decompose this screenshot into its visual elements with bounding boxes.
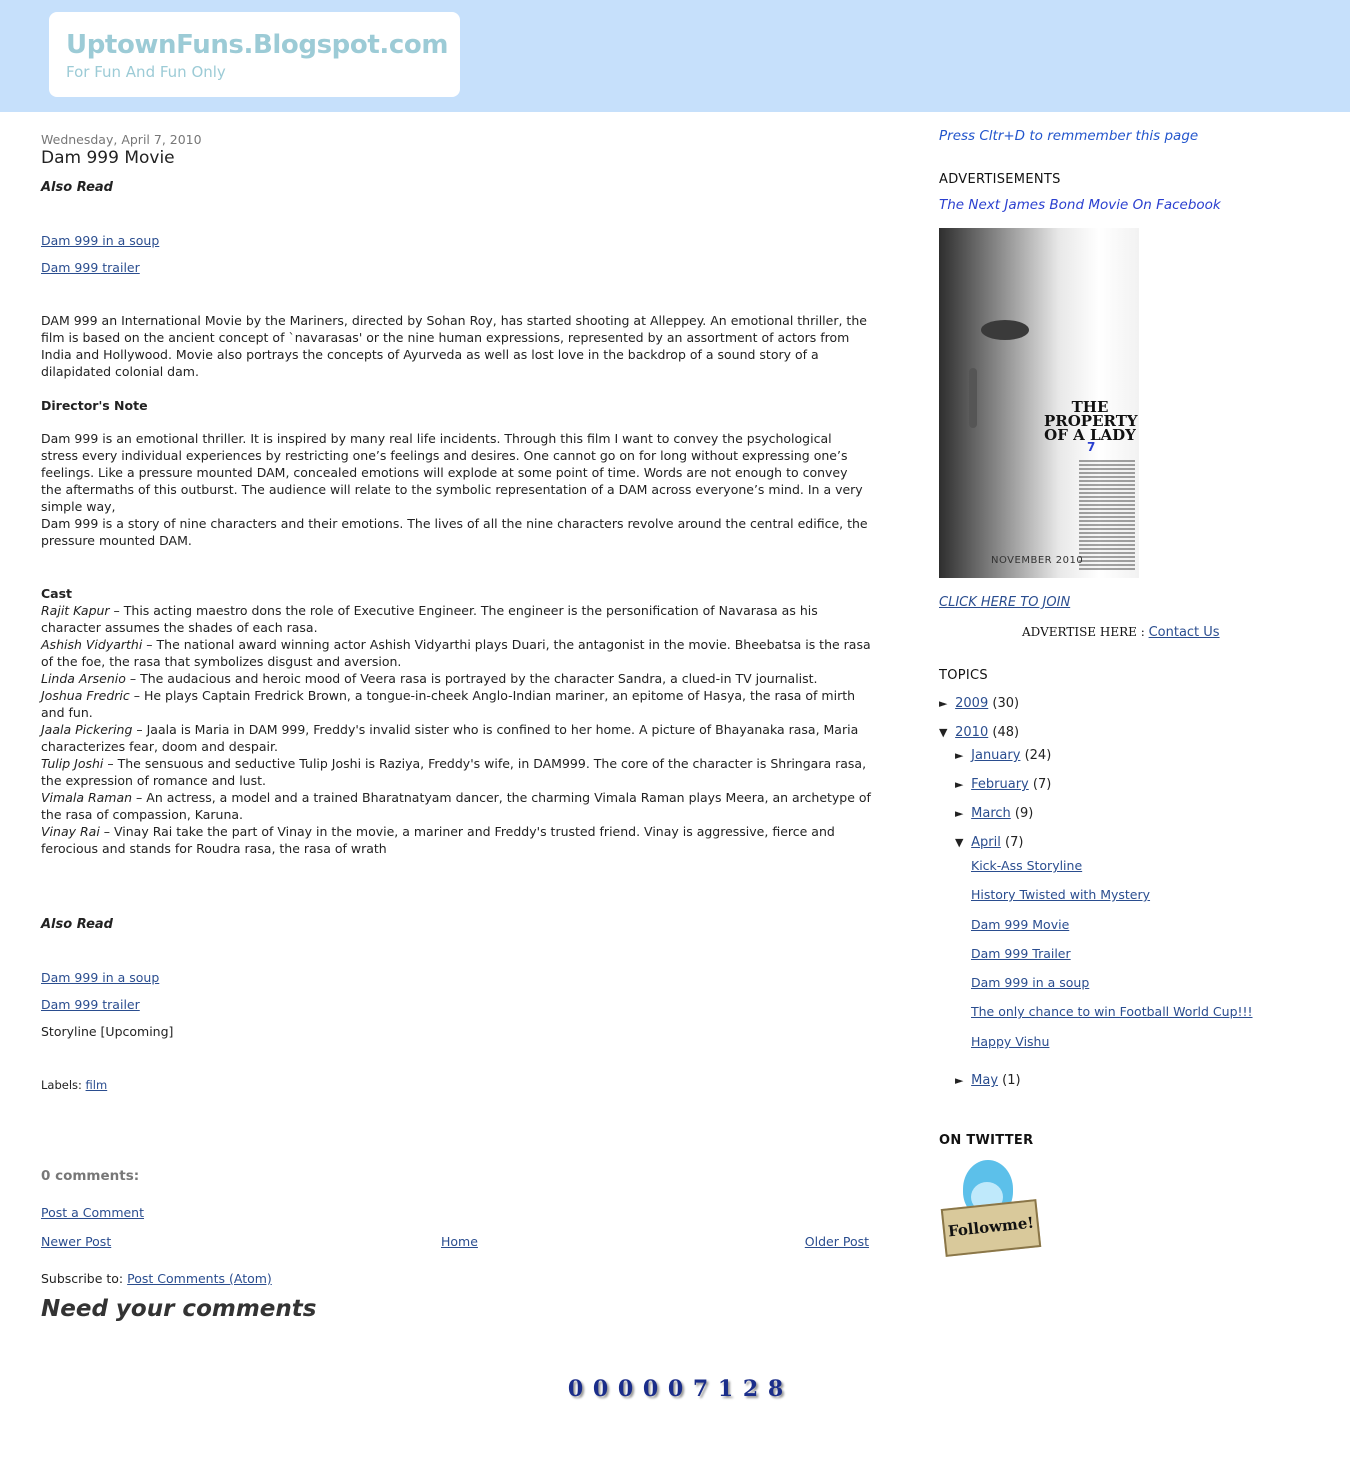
need-comments-heading: Need your comments bbox=[41, 1296, 317, 1322]
counter-digit: 7 bbox=[692, 1376, 709, 1402]
archive-post-link[interactable]: Happy Vishu bbox=[971, 1034, 1050, 1049]
main-column bbox=[41, 132, 871, 1322]
poster-face-shade bbox=[969, 368, 977, 428]
archive-month-may[interactable] bbox=[955, 1073, 1021, 1088]
twitter-heading: ON TWITTER bbox=[939, 1133, 1034, 1148]
labels-prefix: Labels: bbox=[41, 1078, 82, 1092]
month-link[interactable]: May bbox=[971, 1073, 999, 1088]
collapsed-triangle-icon[interactable]: ► bbox=[939, 697, 948, 710]
cast-text: – An actress, a model and a trained Bharatnatyam dancer, the charming Vimala Raman plays Meera, an archetype of the rasa of compassion, Karuna. bbox=[41, 790, 871, 822]
counter-digit: 0 bbox=[642, 1376, 659, 1402]
subscribe-line bbox=[41, 1270, 871, 1287]
archive-post-link[interactable]: Dam 999 in a soup bbox=[971, 975, 1090, 990]
storyline-upcoming: Storyline [Upcoming] bbox=[41, 1024, 174, 1039]
cast-item bbox=[41, 602, 871, 636]
intro-paragraph: DAM 999 an International Movie by the Mariners, directed by Sohan Roy, has started shooting at Alleppey. An emotional thriller, the film is based on the ancient concept of `navarasas' or the nine human expressions, represented by an assortment of actors from India and Hollywood. Movie also portrays the concepts of Ayurveda as well as lost love in the backdrop of a sound story of a dilapidated colonial dam. bbox=[41, 313, 867, 379]
archive-month-january[interactable] bbox=[955, 748, 1051, 763]
title-box bbox=[49, 12, 460, 97]
bond-facebook-link[interactable]: The Next James Bond Movie On Facebook bbox=[939, 197, 1221, 213]
april-post-item bbox=[971, 917, 1069, 932]
site-description: For Fun And Fun Only bbox=[66, 63, 226, 81]
advertise-here-label: ADVERTISE HERE : bbox=[1022, 625, 1145, 639]
year-2010-link[interactable]: 2010 bbox=[955, 725, 989, 740]
also-read-heading-2: Also Read bbox=[41, 917, 113, 932]
followme-sign: Followme! bbox=[941, 1199, 1041, 1257]
month-count: (7) bbox=[1032, 777, 1052, 792]
cast-item bbox=[41, 636, 871, 670]
cast-name: Rajit Kapur bbox=[41, 603, 110, 618]
cast-name: Vimala Raman bbox=[41, 790, 133, 805]
director-note-2: Dam 999 is a story of nine characters and their emotions. The lives of all the nine characters revolve around the central edifice, the pressure mounted DAM. bbox=[41, 516, 868, 548]
cast-text: – This acting maestro dons the role of Executive Engineer. The engineer is the personification of Navarasa as his character assumes the shades of each rasa. bbox=[41, 603, 818, 635]
cast-text: – The audacious and heroic mood of Veera rasa is portrayed by the character Sandra, a clued-in TV journalist. bbox=[125, 671, 818, 686]
home-link[interactable]: Home bbox=[441, 1234, 478, 1249]
poster-credits-block bbox=[1079, 460, 1135, 570]
cast-text: – Jaala is Maria in DAM 999, Freddy's invalid sister who is confined to her home. A picture of Bhayanaka rasa, Maria characterizes fear, doom and despair. bbox=[41, 722, 859, 754]
month-count: (24) bbox=[1024, 748, 1052, 763]
year-2009-link[interactable]: 2009 bbox=[955, 696, 989, 711]
collapsed-triangle-icon[interactable]: ► bbox=[955, 807, 964, 820]
contact-us-link[interactable]: Contact Us bbox=[1148, 625, 1220, 640]
poster-date: NOVEMBER 2010 bbox=[991, 555, 1084, 566]
join-link[interactable]: CLICK HERE TO JOIN bbox=[939, 595, 1071, 610]
post-labels bbox=[41, 1077, 871, 1094]
cast-name: Linda Arsenio bbox=[41, 671, 126, 686]
poster-number: 7 bbox=[1087, 440, 1096, 454]
expanded-triangle-icon[interactable]: ▼ bbox=[939, 726, 948, 739]
archive-post-link[interactable]: The only chance to win Football World Cup!!! bbox=[971, 1004, 1253, 1019]
cast-item bbox=[41, 789, 871, 823]
twitter-bird-icon[interactable] bbox=[939, 1160, 1039, 1258]
collapsed-triangle-icon[interactable]: ► bbox=[955, 1074, 964, 1087]
older-post-link[interactable]: Older Post bbox=[804, 1234, 869, 1249]
archive-month-february[interactable] bbox=[955, 777, 1051, 792]
cast-list bbox=[41, 602, 871, 857]
counter-digit: 0 bbox=[592, 1376, 609, 1402]
subscribe-prefix: Subscribe to: bbox=[41, 1271, 124, 1286]
archive-post-link[interactable]: Kick-Ass Storyline bbox=[971, 858, 1083, 873]
link-dam-soup[interactable]: Dam 999 in a soup bbox=[41, 233, 160, 248]
month-link[interactable]: February bbox=[971, 777, 1029, 792]
cast-item bbox=[41, 755, 871, 789]
counter-digit: 0 bbox=[567, 1376, 584, 1402]
cast-text: – Vinay Rai take the part of Vinay in the movie, a mariner and Freddy's trusted friend. Vinay is aggressive, fierce and ferocious and stands for Roudra rasa, the rasa of wrath bbox=[41, 824, 835, 856]
director-note-1: Dam 999 is an emotional thriller. It is inspired by many real life incidents. Through this film I want to convey the psychological stress every individual experiences by restricting one’s feelings and desires. One cannot go on for long without expressing one’s feelings. Like a pressure mounted DAM, concealed emotions will explode at some point of time. Words are not enough to convey the aftermaths of this outburst. The audience will relate to the symbolic representation of a DAM across everyone’s mind. In a very simple way, bbox=[41, 431, 863, 514]
cast-name: Jaala Pickering bbox=[41, 722, 133, 737]
post-navigation bbox=[41, 1233, 871, 1250]
archive-year-2009[interactable] bbox=[939, 696, 1019, 711]
archive-post-link[interactable]: Dam 999 Movie bbox=[971, 917, 1070, 932]
twitter-follow-badge[interactable] bbox=[939, 1160, 1039, 1258]
cast-item bbox=[41, 670, 871, 687]
bond-poster-image[interactable] bbox=[939, 228, 1139, 578]
advertise-here bbox=[1022, 625, 1220, 640]
topics-heading: TOPICS bbox=[939, 668, 988, 683]
counter-digit: 0 bbox=[617, 1376, 634, 1402]
link-dam-trailer-2[interactable]: Dam 999 trailer bbox=[41, 997, 140, 1012]
counter-digit: 2 bbox=[742, 1376, 759, 1402]
counter-digit: 8 bbox=[767, 1376, 784, 1402]
counter-digit: 1 bbox=[717, 1376, 734, 1402]
bookmark-note: Press Cltr+D to remmember this page bbox=[939, 128, 1199, 144]
link-dam-soup-2[interactable]: Dam 999 in a soup bbox=[41, 970, 160, 985]
month-count: (7) bbox=[1005, 835, 1024, 850]
archive-post-link[interactable]: History Twisted with Mystery bbox=[971, 887, 1151, 902]
april-post-item bbox=[971, 858, 1082, 873]
archive-month-march[interactable] bbox=[955, 806, 1033, 821]
cast-text: – He plays Captain Fredrick Brown, a tongue-in-cheek Anglo-Indian mariner, an epitome of Hasya, the rasa of mirth and fun. bbox=[41, 688, 856, 720]
hit-counter bbox=[566, 1376, 785, 1402]
april-post-item bbox=[971, 887, 1150, 902]
subscribe-atom-link[interactable]: Post Comments (Atom) bbox=[127, 1271, 272, 1286]
cast-name: Ashish Vidyarthi bbox=[41, 637, 143, 652]
cast-text: – The national award winning actor Ashish Vidyarthi plays Duari, the antagonist in the movie. Bheebatsa is the rasa of the foe, the rasa that symbolizes disgust and aversion. bbox=[41, 637, 871, 669]
post-date: Wednesday, April 7, 2010 bbox=[41, 132, 202, 147]
april-post-item bbox=[971, 946, 1071, 961]
cast-name: Joshua Fredric bbox=[41, 688, 130, 703]
archive-year-2010[interactable] bbox=[939, 725, 1019, 740]
also-read-heading: Also Read bbox=[41, 180, 113, 195]
month-link[interactable]: January bbox=[971, 748, 1021, 763]
april-post-item bbox=[971, 975, 1089, 990]
director-heading: Director's Note bbox=[41, 398, 148, 413]
cast-text: – The sensuous and seductive Tulip Joshi is Raziya, Freddy's wife, in DAM999. The core of the character is Shringara rasa, the expression of romance and lust. bbox=[41, 756, 867, 788]
poster-eye-shade bbox=[981, 320, 1029, 340]
april-post-item bbox=[971, 1004, 1253, 1019]
cast-name: Tulip Joshi bbox=[41, 756, 104, 771]
link-dam-trailer[interactable]: Dam 999 trailer bbox=[41, 260, 140, 275]
collapsed-triangle-icon[interactable]: ► bbox=[955, 778, 964, 791]
collapsed-triangle-icon[interactable]: ► bbox=[955, 749, 964, 762]
cast-name: Vinay Rai bbox=[41, 824, 100, 839]
site-title[interactable]: UptownFuns.Blogspot.com bbox=[66, 30, 449, 60]
month-count: (1) bbox=[1002, 1073, 1021, 1088]
bond-poster[interactable] bbox=[939, 228, 1139, 578]
year-2009-count: (30) bbox=[992, 696, 1020, 711]
newer-post-link[interactable]: Newer Post bbox=[41, 1234, 112, 1249]
expanded-triangle-icon[interactable]: ▼ bbox=[955, 836, 964, 849]
post-a-comment-link[interactable]: Post a Comment bbox=[41, 1205, 145, 1220]
cast-item bbox=[41, 721, 871, 755]
label-film-link[interactable]: film bbox=[85, 1078, 108, 1092]
month-count: (9) bbox=[1014, 806, 1034, 821]
poster-title: THE PROPERTY OF A LADY bbox=[1044, 398, 1138, 444]
cast-item bbox=[41, 687, 871, 721]
cast-heading: Cast bbox=[41, 586, 73, 601]
year-2010-count: (48) bbox=[992, 725, 1020, 740]
archive-month-april[interactable] bbox=[955, 835, 1023, 850]
post-title: Dam 999 Movie bbox=[41, 148, 175, 168]
april-post-item bbox=[971, 1034, 1049, 1049]
cast-item bbox=[41, 823, 871, 857]
month-link[interactable]: April bbox=[971, 835, 1001, 850]
month-link[interactable]: March bbox=[971, 806, 1011, 821]
blog-header bbox=[0, 0, 1350, 112]
archive-post-link[interactable]: Dam 999 Trailer bbox=[971, 946, 1071, 961]
ads-heading: ADVERTISEMENTS bbox=[939, 172, 1061, 187]
comments-heading: 0 comments: bbox=[41, 1168, 140, 1184]
counter-digit: 0 bbox=[667, 1376, 684, 1402]
